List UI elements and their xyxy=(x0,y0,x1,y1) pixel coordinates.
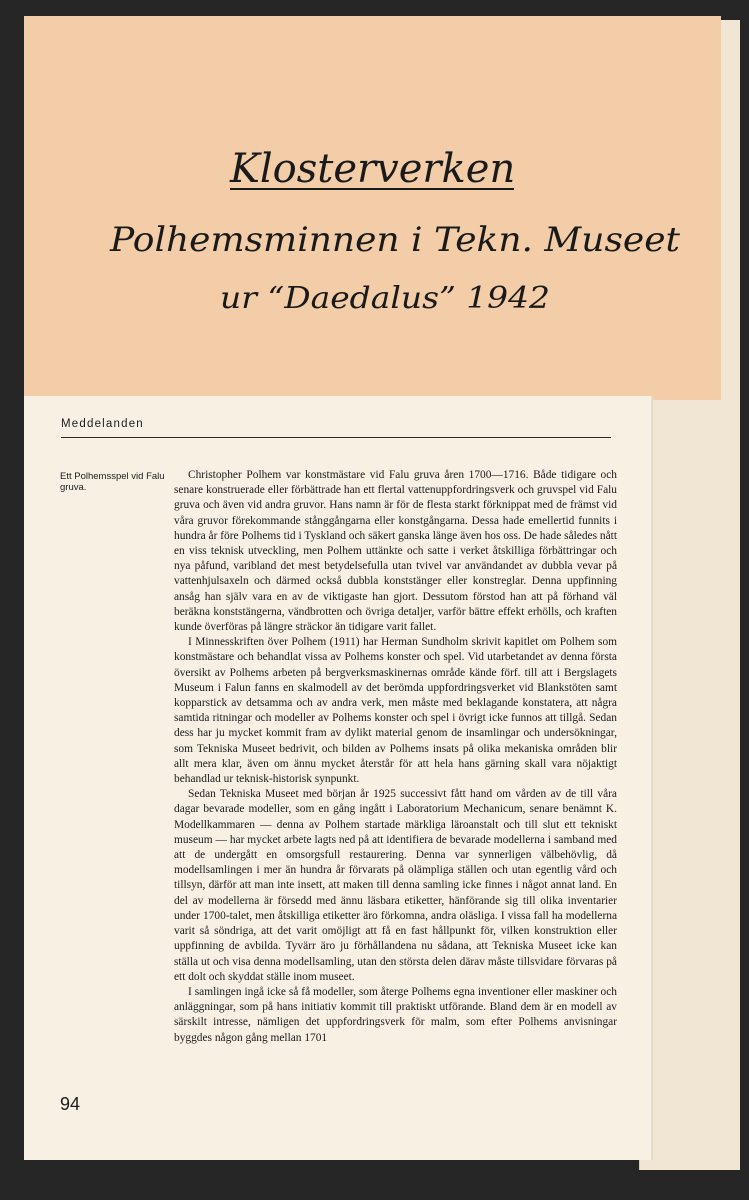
paragraph: Christopher Polhem var konstmästare vid Falu gruva åren 1700—1716. Både tidigare och senare konstruerade eller förbättrade han ett flertal vattenuppfordringsverk och gruvspel vid Falu gruva och även vid andra gruvor. Hans namn är för de flesta starkt förknippat med de främst vid våra gruvor förekommande stånggångarna eller konstgångarna. Dessa hade emellertid funnits i hundra år före Polhems tid i Tyskland och säkert ganska länge även hos oss. De hade således nått en viss teknisk utveckling, men Polhem uttänkte och satte i verket åtskilliga förbättringar och nya påfund, varibland det mest betydelsefulla utan tvivel var användandet av dubbla vevar på vattenhjulsaxeln och därmed också dubbla konststänger eller konstreglar. Denna uppfinning ansåg han själv vara en av de viktigaste han gjort. Dessutom förstod han att på förhand väl beräkna konststängerna, vändbrotten och övriga detaljer, varför bättre effekt erhölls, och kraften kunde överföras på längre sträckor än tidigare varit fallet. xyxy=(174,469,617,634)
article-body xyxy=(174,468,617,1046)
handwritten-title xyxy=(24,16,721,400)
paragraph: I Minnesskriften över Polhem (1911) har Herman Sundholm skrivit kapitlet om Polhem som konstmästare och behandlat vissa av Polhems konster och spel. Vid utarbetandet av denna första översikt av Polhems arbeten på bergverksmaskinernas område kände förf. till att i Bergslagets Museum i Falun fanns en skalmodell av det berömda uppfordringsverket vid Blankstöten samt kopparstick av detsamma och av andra verk, men måste med beklagande konstatera, att några samtida ritningar och modeller av Polhems konster och spel i övrigt icke funnos att tillgå. Sedan dess har ju mycket kommit fram av dylikt material genom de insamlingar och undersökningar, som Tekniska Museet bedrivit, och bilden av Polhems insats på olika mekaniska områden blir allt mera klar, även om ännu mycket återstår för att hela hans gärning skall vara nöjaktigt behandlad ur teknisk-historisk synpunkt. xyxy=(174,636,617,786)
handwritten-line-1: Klosterverken xyxy=(230,146,516,192)
paragraph: Sedan Tekniska Museet med början år 1925 successivt fått hand om vården av de till våra dagar bevarade modeller, som en gång ingått i Laboratorium Mechanicum, senare benämnt K. Modellkammaren — denna av Polhem startade märkliga läroanstalt och till slut ett tekniskt museum — har mycket arbete lagts ned på att identifiera de bevarade modellerna i samband med att de undergått en omsorgsfull restaurering. Denna var synnerligen välbehövlig, då modellsamlingen i mer än hundra år förvarats på olämpliga ställen och utan egentlig vård och tillsyn, därför att man inte insett, att maken till denna samling icke finnes i något annat land. En del av modellerna är försedd med ännu läsbara etiketter, hänförande sig till olika inventarier under 1700-talet, men åtskilliga etiketter äro förkomna, andra oläsliga. I vissa fall ha modellerna varit så söndriga, att det varit omöjligt att få en fast hållpunkt för, vilken konstruktion eller uppfinning de avbilda. Tyvärr äro ju förhållandena nu sådana, att Tekniska Museet icke kan ställa ut och visa denna modellsamling, utan den största delen därav måste tillsvidare förvaras på ett dolt och skyddat ställe inom museet. xyxy=(174,788,617,983)
section-header: Meddelanden xyxy=(61,418,144,430)
header-rule xyxy=(61,437,611,438)
document-page xyxy=(24,396,651,1160)
cover-sheet xyxy=(24,16,721,400)
handwritten-line-3: ur “Daedalus” 1942 xyxy=(220,281,550,316)
page-number: 94 xyxy=(60,1094,81,1114)
handwritten-line-2: Polhemsminnen i Tekn. Museet xyxy=(108,220,681,260)
paragraph: I samlingen ingå icke så få modeller, som återge Polhems egna inventioner eller maskiner och anläggningar, som på hans initiativ kommit till praktiskt utförande. Bland dem är en modell av särskilt intresse, nämligen det uppfordringsverk för malm, som efter Polhems anvisningar byggdes någon gång mellan 1701 xyxy=(174,985,617,1044)
margin-note: Ett Polhemsspel vid Falu gruva. xyxy=(60,471,165,493)
